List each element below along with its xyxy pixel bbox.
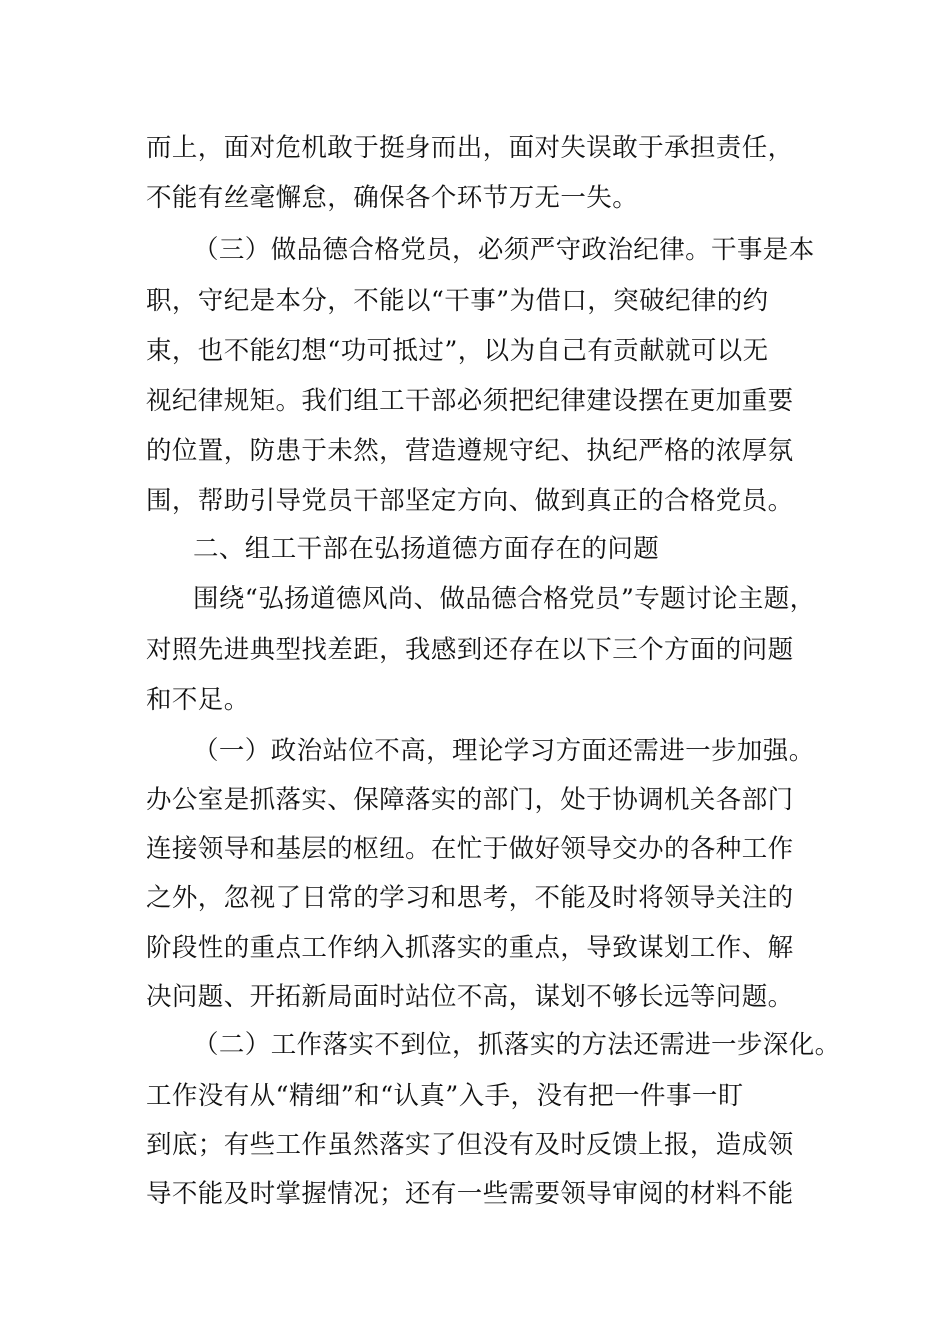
text-line: 束，也不能幻想“功可抵过”，以为自己有贡献就可以无 xyxy=(146,336,769,366)
text-line: 办公室是抓落实、保障落实的部门，处于协调机关各部门 xyxy=(146,785,794,815)
section-heading-2: 二、组工干部在弘扬道德方面存在的问题 xyxy=(193,534,660,564)
text-line: 到底；有些工作虽然落实了但没有及时反馈上报，造成领 xyxy=(146,1130,794,1160)
text-line: 职，守纪是本分，不能以“干事”为借口，突破纪律的约 xyxy=(146,286,769,316)
text-line: 围，帮助引导党员干部坚定方向、做到真正的合格党员。 xyxy=(146,486,794,516)
text-line: 之外，忽视了日常的学习和思考，不能及时将领导关注的 xyxy=(146,883,794,913)
section-3-heading-line: （三）做品德合格党员，必须严守政治纪律。干事是本 xyxy=(193,235,815,265)
text-line: 视纪律规矩。我们组工干部必须把纪律建设摆在更加重要 xyxy=(146,386,794,416)
text-line: 连接领导和基层的枢纽。在忙于做好领导交办的各种工作 xyxy=(146,834,794,864)
text-line: 决问题、开拓新局面时站位不高，谋划不够长远等问题。 xyxy=(146,982,794,1012)
subsection-2-heading-line: （二）工作落实不到位，抓落实的方法还需进一步深化。 xyxy=(193,1030,841,1060)
text-line: 对照先进典型找差距，我感到还存在以下三个方面的问题 xyxy=(146,635,794,665)
paragraph-start-line: 围绕“弘扬道德风尚、做品德合格党员”专题讨论主题， xyxy=(193,584,816,614)
text-line: 导不能及时掌握情况；还有一些需要领导审阅的材料不能 xyxy=(146,1179,794,1209)
text-line: 而上，面对危机敢于挺身而出，面对失误敢于承担责任， xyxy=(146,133,794,163)
text-line: 的位置，防患于未然，营造遵规守纪、执纪严格的浓厚氛 xyxy=(146,436,794,466)
text-line: 不能有丝毫懈怠，确保各个环节万无一失。 xyxy=(146,183,639,213)
text-line: 和不足。 xyxy=(146,685,250,715)
text-line: 工作没有从“精细”和“认真”入手，没有把一件事一盯 xyxy=(146,1081,744,1111)
subsection-1-heading-line: （一）政治站位不高，理论学习方面还需进一步加强。 xyxy=(193,736,815,766)
text-line: 阶段性的重点工作纳入抓落实的重点，导致谋划工作、解 xyxy=(146,933,794,963)
